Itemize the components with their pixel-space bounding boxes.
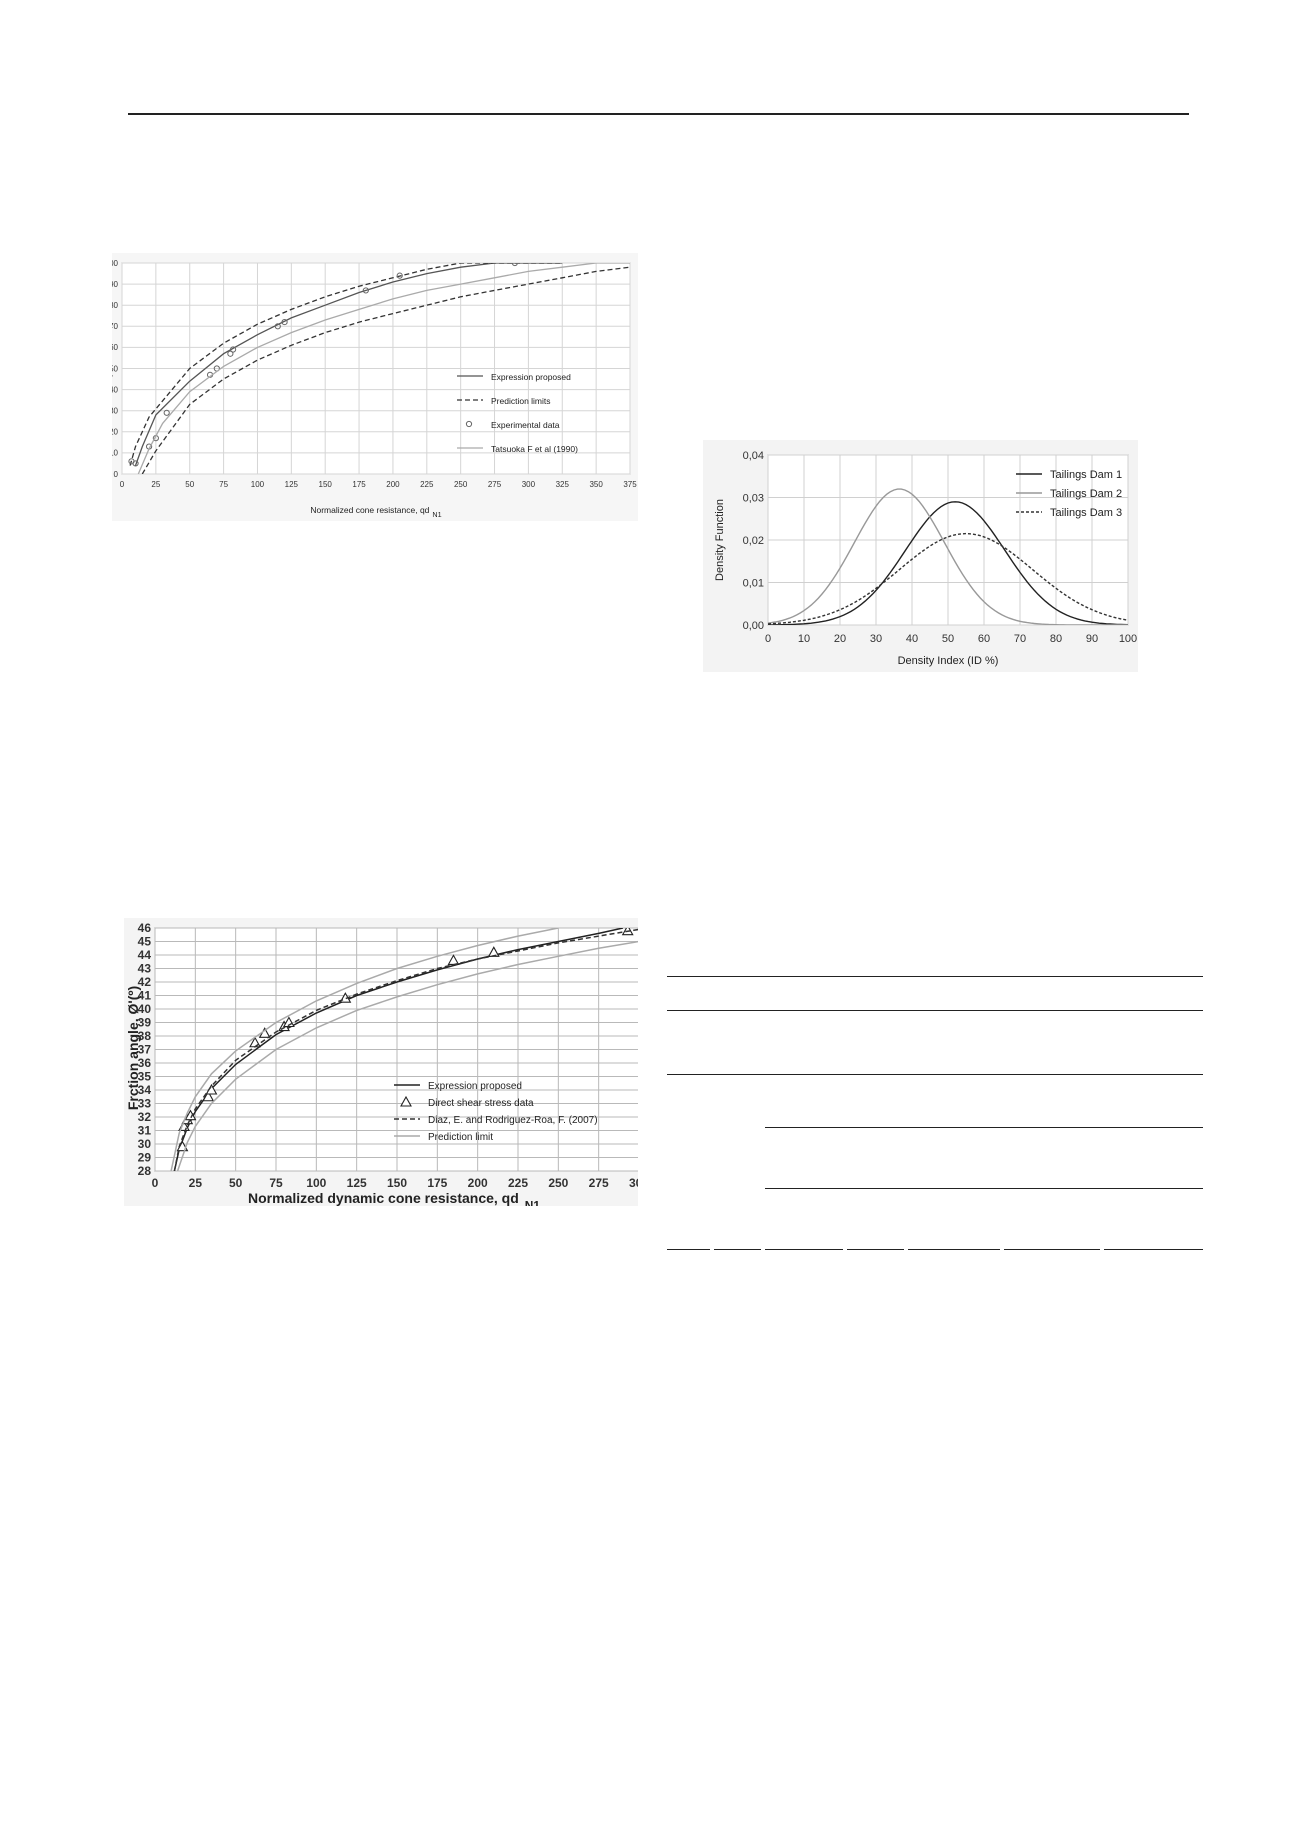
y-tick-label: 0 (113, 448, 118, 458)
x-tick-label: 50 (228, 1176, 243, 1190)
y-tick-label: 0 (113, 258, 118, 268)
y-tick-label: 0 (113, 322, 118, 332)
y-tick-label: 0 (113, 427, 118, 437)
y-tick-label: 30 (137, 1137, 151, 1152)
legend-label: Prediction limits (491, 396, 551, 406)
x-tick-label: 50 (941, 633, 955, 645)
y-tick-label: 32 (137, 1110, 151, 1125)
table-header-rule (667, 1010, 1203, 1011)
x-tick-label: 200 (386, 480, 400, 489)
header-rule (128, 113, 1189, 115)
y-tick-label: 0 (113, 364, 118, 374)
x-tick-label: 60 (977, 633, 991, 645)
x-tick-label: 150 (386, 1176, 408, 1190)
x-tick-label: 275 (588, 1176, 609, 1190)
table-bottom-rule (908, 1249, 1000, 1250)
x-tick-label: 125 (346, 1176, 367, 1190)
y-tick-label: 0 (113, 343, 118, 353)
figure-density-index (112, 253, 638, 521)
x-tick-label: 20 (833, 633, 847, 645)
figure-friction-angle (124, 918, 638, 1206)
y-tick-label: 28 (137, 1164, 151, 1179)
x-axis-label: Normalized dynamic cone resistance, qd $_{N1}$ (248, 1190, 540, 1206)
x-tick-label: 350 (589, 480, 603, 489)
x-tick-label: 225 (420, 480, 434, 489)
y-tick-label: 0,02 (742, 534, 764, 547)
y-tick-label: 0 (113, 406, 118, 416)
y-tick-label: 35 (137, 1069, 151, 1084)
x-tick-label: 10 (797, 633, 811, 645)
x-tick-label: 100 (1118, 633, 1138, 645)
y-axis-label: Frction angle, Ø'(º) (125, 985, 141, 1111)
y-tick-label: 0,04 (742, 449, 764, 462)
y-tick-label: 0,03 (742, 492, 764, 505)
y-tick-label: 33 (137, 1096, 151, 1111)
x-tick-label: 30 (869, 633, 883, 645)
x-tick-label: 40 (905, 633, 919, 645)
x-tick-label: 75 (269, 1176, 283, 1190)
chart-density-function (703, 440, 1138, 672)
table-bottom-rule (667, 1249, 710, 1250)
y-tick-label: 46 (137, 921, 151, 936)
table-row-rule (667, 1074, 1203, 1075)
legend-label: Expression proposed (428, 1081, 522, 1092)
y-tick-label: 29 (137, 1150, 151, 1165)
table-bottom-rule (847, 1249, 904, 1250)
table-top-rule (667, 976, 1203, 977)
y-tick-label: 38 (137, 1029, 151, 1044)
legend-label: Experimental data (491, 420, 560, 430)
table-subrow-rule (765, 1127, 1203, 1128)
x-tick-label: 25 (151, 480, 161, 489)
y-tick-label: 0,01 (742, 577, 764, 590)
legend-label: Tatsuoka F et al (1990) (491, 444, 578, 454)
x-tick-label: 325 (555, 480, 569, 489)
x-tick-label: 25 (188, 1176, 203, 1190)
y-tick-label: 0 (113, 279, 118, 289)
table-bottom-rule (714, 1249, 761, 1250)
x-tick-label: 375 (623, 480, 637, 489)
x-tick-label: 175 (427, 1176, 448, 1190)
x-tick-label: 250 (453, 480, 468, 489)
chart-friction-angle (124, 918, 638, 1206)
y-axis-label: Density Function (714, 499, 726, 581)
y-tick-label: 0 (113, 301, 118, 310)
x-tick-label: 275 (487, 480, 502, 489)
legend-label: Expression proposed (491, 372, 571, 382)
x-tick-label: 75 (219, 480, 229, 489)
y-tick-label: 36 (137, 1056, 151, 1071)
x-tick-label: 0 (764, 633, 772, 645)
y-tick-label: 40 (137, 1002, 151, 1017)
x-tick-label: 200 (467, 1176, 488, 1190)
x-axis-label-subscript: N1 (432, 509, 442, 519)
y-tick-label: 34 (137, 1083, 151, 1098)
legend-label: Diaz, E. and Rodriguez-Roa, F. (2007) (428, 1115, 598, 1126)
table-bottom-rule (765, 1249, 843, 1250)
legend-label: Direct shear stress data (428, 1098, 534, 1109)
x-tick-label: 300 (521, 480, 536, 489)
legend-label: Prediction limit (428, 1132, 494, 1143)
x-tick-label: 250 (548, 1176, 569, 1190)
y-tick-label: 39 (137, 1015, 151, 1030)
x-tick-label: 175 (352, 480, 366, 489)
x-tick-label: 3 (628, 1176, 636, 1190)
legend-label: Tailings Dam 3 (1050, 507, 1123, 519)
y-tick-label: 0 (113, 385, 118, 395)
legend-label: Tailings Dam 1 (1050, 469, 1123, 481)
y-tick-label: 42 (137, 975, 151, 990)
table-bottom-rule (1004, 1249, 1100, 1250)
x-tick-label: 150 (318, 480, 332, 489)
x-axis-label: Density Index (ID %) (897, 655, 999, 667)
y-tick-label: 0 (113, 469, 118, 479)
y-tick-label: 41 (137, 988, 151, 1003)
x-axis-label-subscript: N1 (524, 1198, 540, 1206)
chart-density-index (112, 253, 638, 521)
x-tick-label: 225 (507, 1176, 529, 1190)
x-tick-label: 100 (306, 1176, 327, 1190)
x-tick-label: 50 (185, 480, 195, 489)
y-tick-label: 37 (137, 1042, 151, 1057)
y-tick-label: 44 (137, 948, 151, 963)
table-subrow-rule (765, 1188, 1203, 1189)
x-tick-label: 100 (250, 480, 265, 489)
x-tick-label: 80 (1049, 633, 1063, 645)
x-axis-label: Normalized cone resistance, qd $_{N1}$ (310, 505, 442, 519)
legend-label: Tailings Dam 2 (1050, 488, 1123, 500)
table-bottom-rule (1104, 1249, 1203, 1250)
y-tick-label: 31 (137, 1123, 151, 1138)
x-tick-label: 0 (119, 480, 125, 489)
y-axis-label (112, 325, 113, 401)
x-tick-label: 0 (151, 1176, 159, 1190)
x-tick-label: 90 (1085, 633, 1099, 645)
y-tick-label: 0,00 (742, 619, 764, 632)
x-tick-label: 70 (1013, 633, 1027, 645)
y-tick-label: 43 (137, 961, 151, 976)
y-tick-label: 45 (137, 934, 151, 949)
figure-density-function (703, 440, 1138, 672)
x-tick-label: 125 (284, 480, 299, 489)
